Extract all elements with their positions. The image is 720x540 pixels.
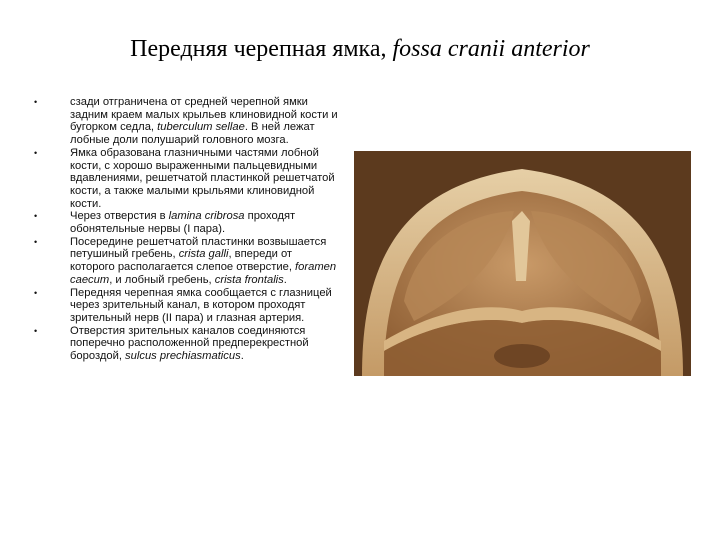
latin-term: crista frontalis <box>214 273 284 286</box>
bullet-dot: • <box>34 147 38 158</box>
sella-turcica <box>494 344 550 368</box>
title-latin: fossa cranii anterior <box>392 36 590 62</box>
latin-term: foramen caecum <box>70 261 337 286</box>
bullet-text: . В ней лежат лобные доли полушарий головного мозга. <box>70 121 315 147</box>
bullet-dot: • <box>34 211 38 222</box>
bullet-text: Через отверстия в <box>70 210 169 223</box>
bullet-dot: • <box>34 97 38 107</box>
bullet-text: проходят обонятельные нервы (I пара). <box>70 210 296 236</box>
bullet-dot: • <box>34 287 38 298</box>
bullet-text: , и лобный гребень, <box>109 273 215 286</box>
bullet-item <box>34 96 339 147</box>
bullet-item <box>34 325 339 363</box>
bullet-item <box>34 147 339 211</box>
bullet-list <box>34 96 339 363</box>
bullet-text: сзади отграничена от средней черепной ямки задним краем малых крыльев клиновидной кости и бугорком седла, <box>70 96 338 134</box>
bullet-item <box>34 287 339 325</box>
bullet-text: Отверстия зрительных каналов соединяются поперечно расположенной предперекрестной бороздой, <box>70 324 309 363</box>
bullet-text: . <box>240 350 244 363</box>
bullet-text: Передняя черепная ямка сообщается с глазницей через зрительный канал, в котором проходят зрительный нерв (II пара) и глазная артерия. <box>70 286 332 324</box>
slide-title <box>0 36 720 63</box>
bullet-text: , впереди от которого располагается слепое отверстие, <box>70 248 296 274</box>
bullet-text: Ямка образована глазничными частями лобной кости, с хорошо выраженными пальцевидными вдавлениями, решетчатой пластинкой решетчатой кости, а также малыми крыльями клиновидной кости. <box>70 146 335 210</box>
latin-term: lamina cribrosa <box>168 210 245 223</box>
latin-term: crista galli <box>178 248 229 261</box>
latin-term: tuberculum sellae <box>157 121 245 134</box>
skull-base-photo <box>354 151 691 376</box>
bullet-text: Посередине решетчатой пластинки возвышается петушиный гребень, <box>70 235 327 261</box>
bullet-dot: • <box>34 236 38 247</box>
bullet-item <box>34 236 339 287</box>
latin-term: sulcus prechiasmaticus <box>125 350 241 363</box>
bullet-dot: • <box>34 325 38 336</box>
title-main: Передняя черепная ямка, <box>130 36 393 62</box>
bullet-text: . <box>283 273 287 286</box>
bullet-item <box>34 210 339 235</box>
